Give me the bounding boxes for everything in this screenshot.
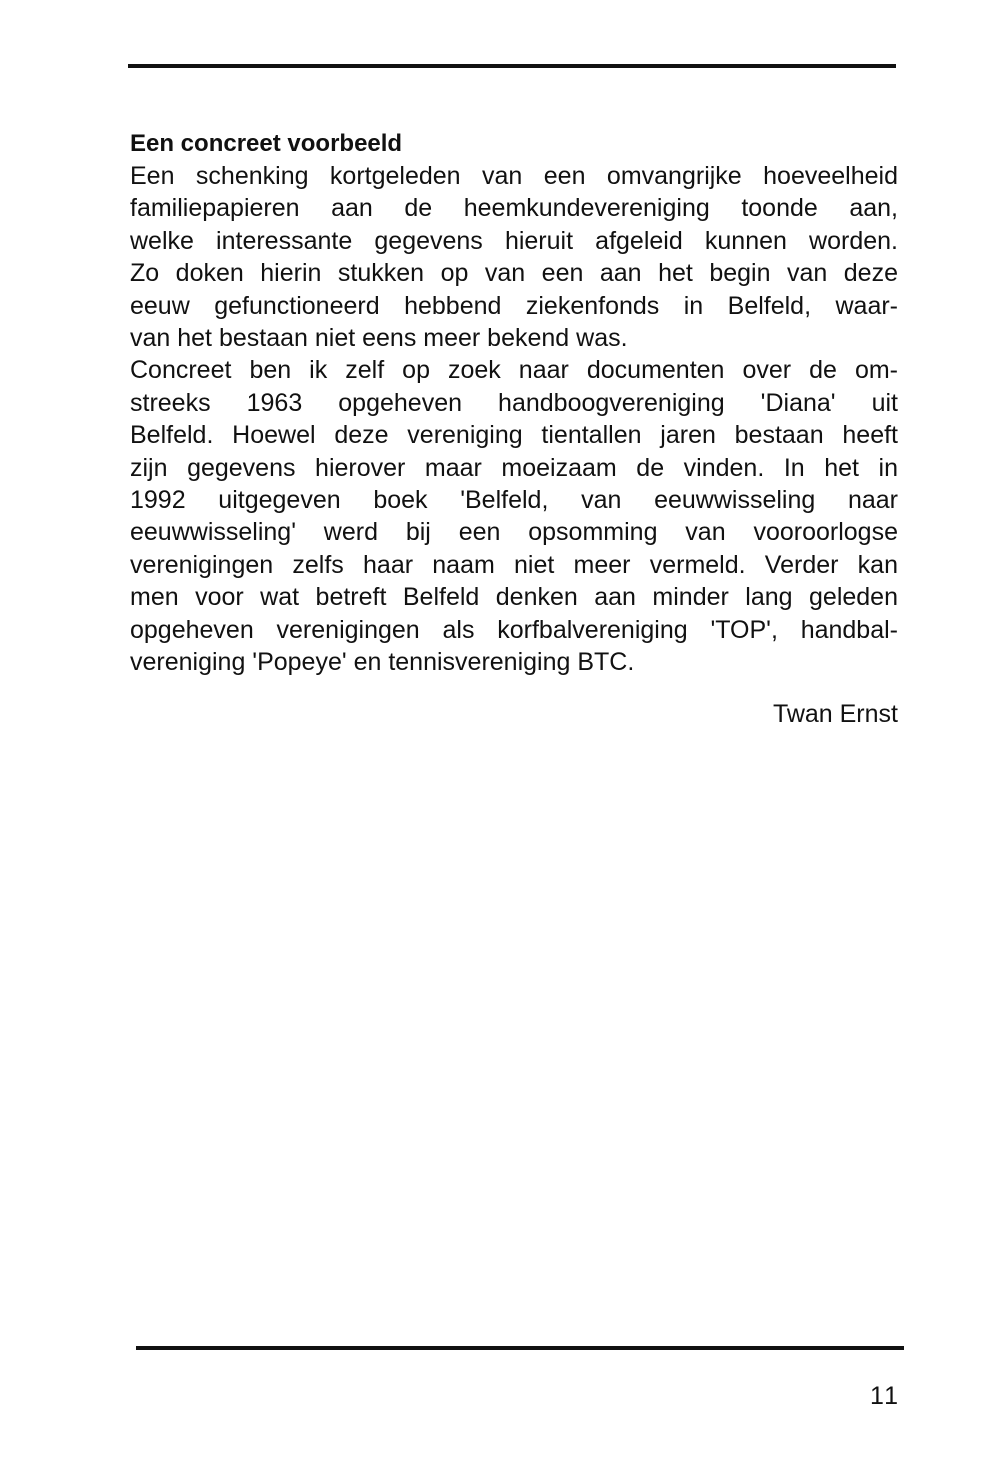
- top-rule: [128, 64, 896, 68]
- text-line: familiepapieren aan de heemkundevereniging toonde aan,: [130, 194, 898, 223]
- text-line: zijn gegevens hierover maar moeizaam de vinden. In het in: [130, 453, 898, 482]
- bottom-rule: [136, 1346, 904, 1350]
- text-line: 1992 uitgegeven boek 'Belfeld, van eeuwwisseling naar: [130, 486, 898, 515]
- text-line: men voor wat betreft Belfeld denken aan minder lang geleden: [130, 583, 898, 612]
- text-line: vereniging 'Popeye' en tennisvereniging BTC.: [130, 648, 635, 677]
- text-line: van het bestaan niet eens meer bekend was.: [130, 324, 628, 353]
- article-text: [130, 160, 898, 679]
- text-line: Een schenking kortgeleden van een omvangrijke hoeveelheid: [130, 162, 898, 190]
- article-heading: Een concreet voorbeeld: [130, 130, 403, 157]
- text-line: Concreet ben ik zelf op zoek naar documenten over de om-: [130, 356, 898, 385]
- text-line: verenigingen zelfs haar naam niet meer vermeld. Verder kan: [130, 550, 898, 579]
- text-line: opgeheven verenigingen als korfbalvereniging 'TOP', handbal-: [130, 615, 898, 644]
- text-line: streeks 1963 opgeheven handboogvereniging 'Diana' uit: [130, 388, 898, 417]
- text-line: eeuwwisseling' werd bij een opsomming van vooroorlogse: [130, 518, 898, 547]
- article-body: [130, 128, 898, 679]
- text-line: Belfeld. Hoewel deze vereniging tientallen jaren bestaan heeft: [130, 421, 898, 450]
- text-line: Zo doken hierin stukken op van een aan het begin van deze: [130, 259, 898, 288]
- text-line: welke interessante gegevens hieruit afgeleid kunnen worden.: [130, 226, 898, 255]
- author-signature: Twan Ernst: [772, 700, 898, 728]
- text-line: eeuw gefunctioneerd hebbend ziekenfonds in Belfeld, waar-: [130, 291, 898, 320]
- page-number: 11: [870, 1382, 900, 1410]
